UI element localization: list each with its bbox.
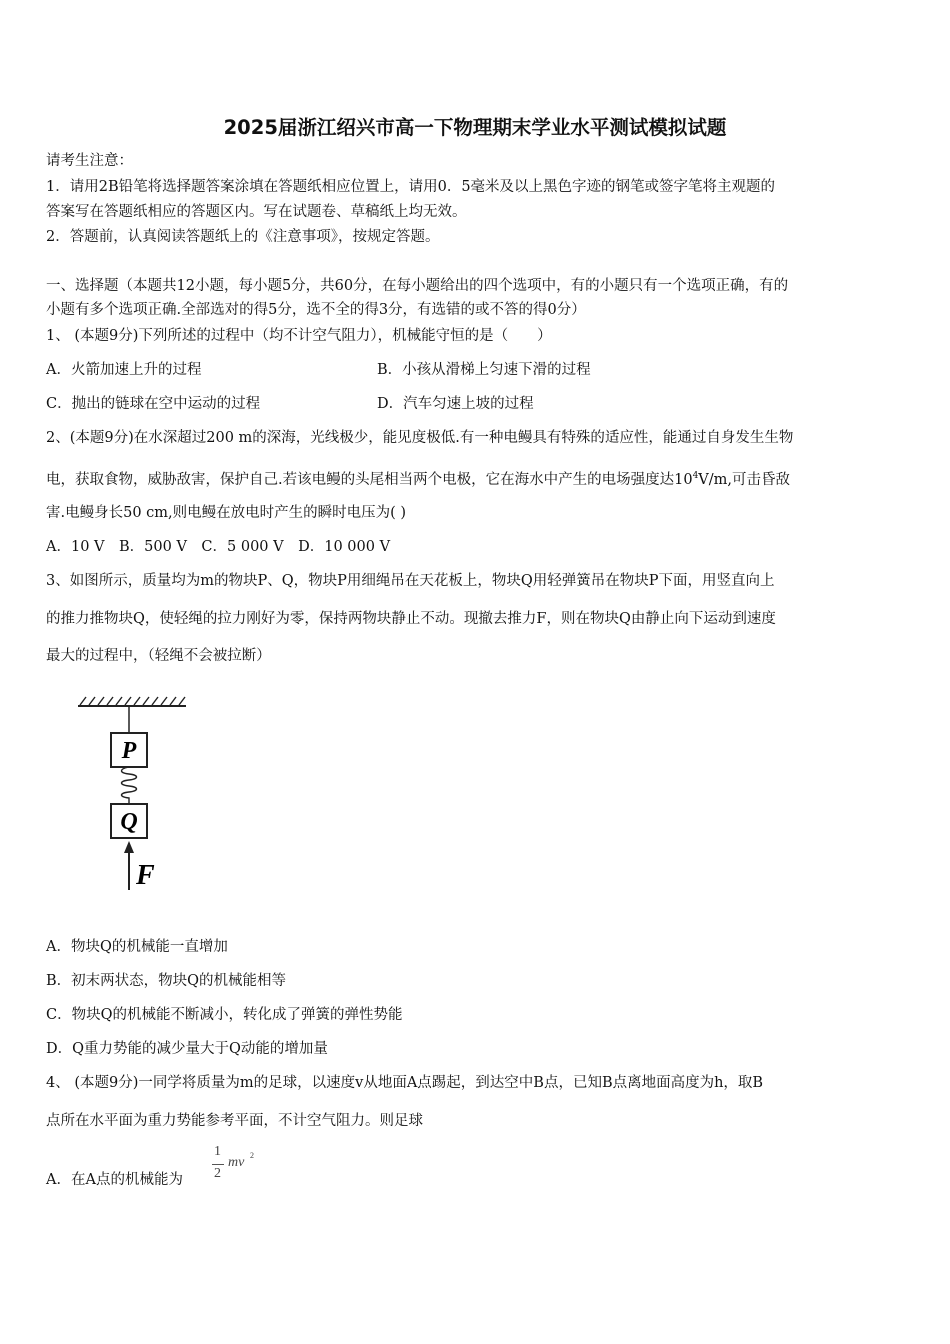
q4-formula [211,1144,271,1194]
q2-line-2a: 电，获取食物，威胁敌害，保护自己.若该电鳗的头尾相当两个电极，它在海水中产生的电场强度达10 [46,471,693,488]
notice-line-2: 2．答题前，认真阅读答题纸上的《注意事项》，按规定答题。 [46,229,440,245]
q2-exponent: 4 [692,471,699,481]
q4-line-1: 4、 (本题9分)一同学将质量为m的足球，以速度v从地面A点踢起，到达空中B点，已知B点离地面高度为h，取B [46,1075,764,1091]
q2-line-3: 害.电鳗身长50 cm,则电鳗在放电时产生的瞬时电压为( ) [46,505,407,521]
formula-fraction-bar [212,1164,224,1165]
block-q-label: Q [120,809,138,835]
formula-numerator: 1 [214,1144,221,1159]
page-title: 2025届浙江绍兴市高一下物理期末学业水平测试模拟试题 [223,116,727,139]
q2-line-1: 2、(本题9分)在水深超过200 m的深海，光线极少，能见度极低.有一种电鳗具有特殊的适应性，能通过自身发生生物 [46,430,794,446]
q2-line-2 [46,466,790,490]
q2-options: A．10 V B．500 V C．5 000 V D．10 000 V [46,539,391,555]
q3-line-2: 的推力推物块Q，使轻绳的拉力刚好为零，保持两物块静止不动。现撤去推力F，则在物块Q由静止向下运动到速度 [46,611,776,627]
q4-line-2: 点所在水平面为重力势能参考平面，不计空气阻力。则足球 [46,1113,423,1129]
formula-denominator: 2 [214,1166,221,1181]
spring-block-diagram [70,690,200,895]
q3-option-b: B．初末两状态，物块Q的机械能相等 [46,973,287,989]
q4-option-a: A．在A点的机械能为 [46,1172,183,1188]
q1-stem: 1、 (本题9分)下列所述的过程中（均不计空气阻力），机械能守恒的是（ ） [46,328,552,344]
q3-line-1: 3、如图所示，质量均为m的物块P、Q，物块P用细绳吊在天花板上，物块Q用轻弹簧吊在物块P下面，用竖直向上 [46,573,775,589]
spring [122,767,137,804]
formula-expression: mv [228,1155,245,1170]
section-intro-2: 小题有多个选项正确.全部选对的得5分，选不全的得3分，有选错的或不答的得0分） [46,302,586,318]
block-p-label: P [121,738,137,764]
force-arrow-head [124,841,134,853]
q2-line-2b: V/m,可击昏敌 [698,471,791,488]
q3-option-c: C．物块Q的机械能不断减小，转化成了弹簧的弹性势能 [46,1007,403,1023]
section-intro-1: 一、选择题（本题共12小题，每小题5分，共60分，在每小题给出的四个选项中，有的小题只有一个选项正确，有的 [46,278,789,294]
q1-option-c: C．抛出的链球在空中运动的过程 [46,396,261,412]
formula-exponent: 2 [250,1151,254,1160]
notice-heading: 请考生注意： [46,153,133,169]
ceiling-hatch [80,697,185,705]
notice-line-1: 1．请用2B铅笔将选择题答案涂填在答题纸相应位置上，请用0．5毫米及以上黑色字迹的钢笔或签字笔将主观题的 [46,179,776,195]
q3-option-a: A．物块Q的机械能一直增加 [46,939,228,955]
q3-option-d: D．Q重力势能的减少量大于Q动能的增加量 [46,1041,328,1057]
force-label: F [136,860,155,891]
q1-option-b: B．小孩从滑梯上匀速下滑的过程 [377,362,591,378]
q3-line-3: 最大的过程中，（轻绳不会被拉断） [46,648,271,664]
q1-option-a: A．火箭加速上升的过程 [46,362,202,378]
notice-line-1b: 答案写在答题纸相应的答题区内。写在试题卷、草稿纸上均无效。 [46,204,467,220]
q1-option-d: D．汽车匀速上坡的过程 [377,396,534,412]
